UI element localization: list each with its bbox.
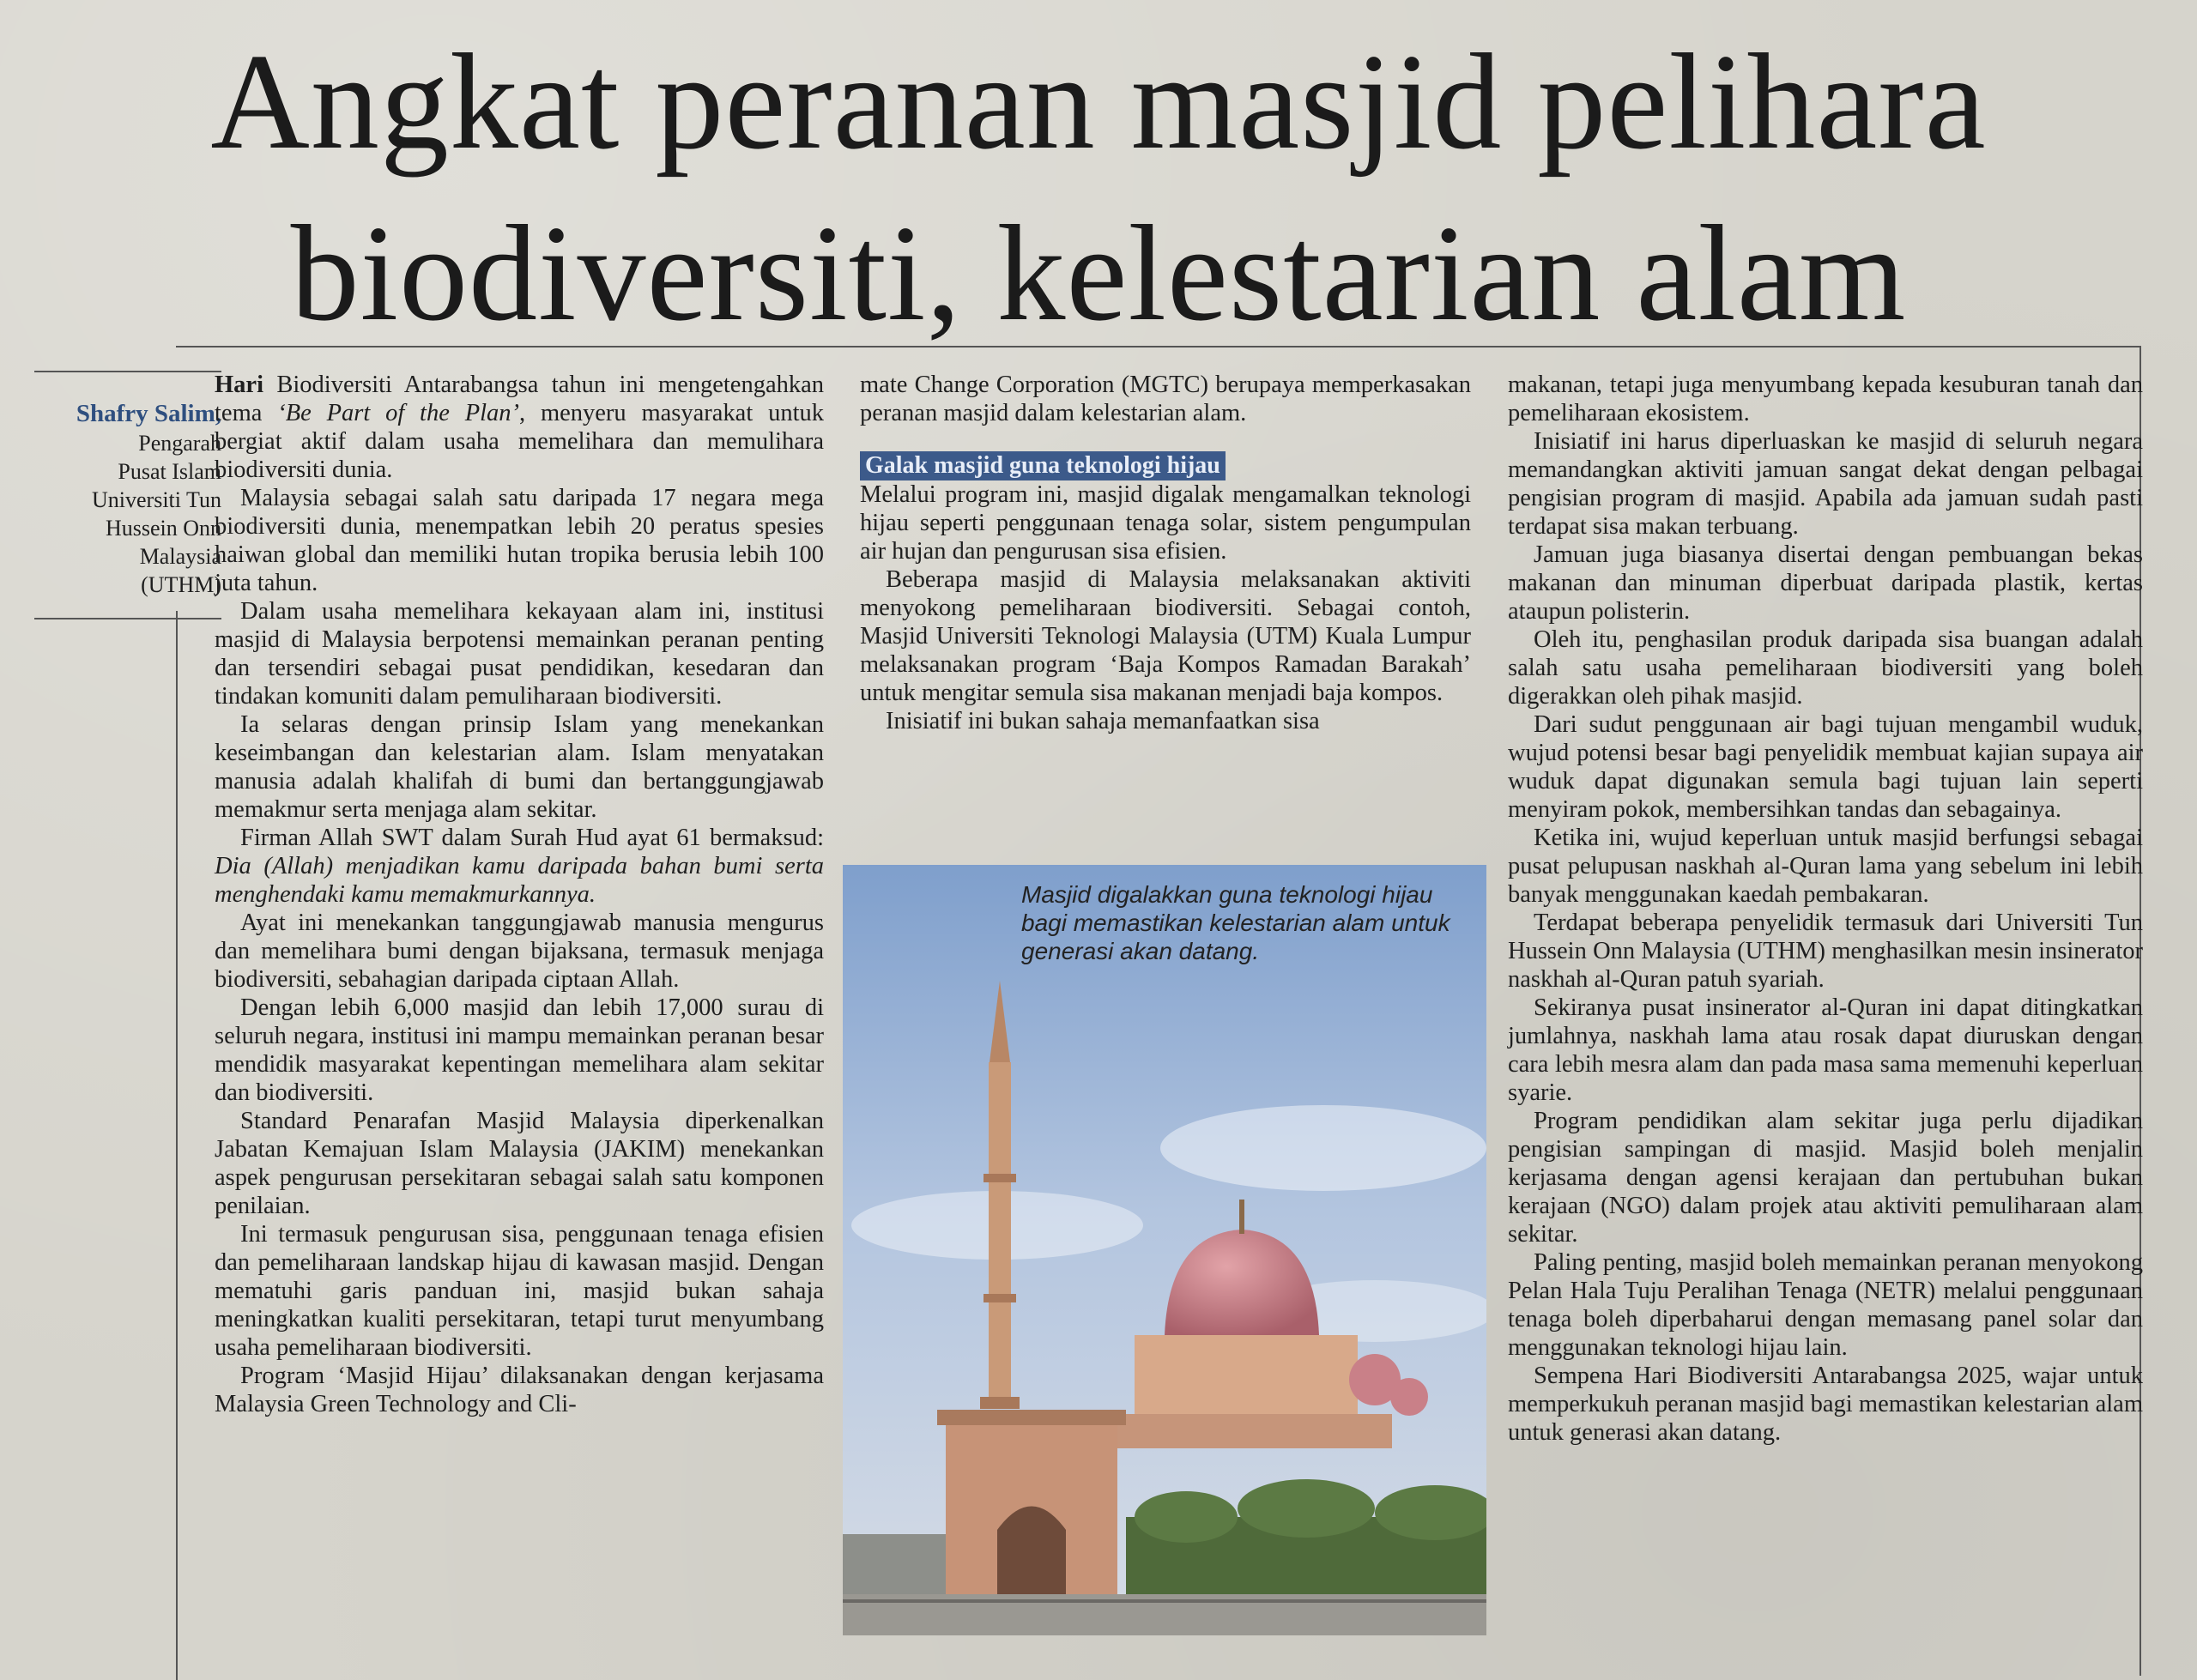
mosque-photo — [843, 865, 1486, 1635]
paragraph: Ketika ini, wujud keperluan untuk masjid berfungsi sebagai pusat pelupusan naskhah al-Quran lama yang sebelum ini lebih banyak menggunakan kaedah pembakaran. — [1508, 825, 2143, 908]
photo-caption: Masjid digalakkan guna teknologi hijau bagi memastikan kelestarian alam untuk generasi akan datang. — [1021, 881, 1450, 964]
lead-word: Hari — [215, 372, 263, 398]
paragraph — [215, 824, 824, 909]
paragraph-text: Firman Allah SWT dalam Surah Hud ayat 61 bermaksud: — [240, 825, 824, 851]
byline-role-line: Pengarah — [138, 431, 221, 456]
byline-role-line: (UTHM) — [141, 572, 221, 597]
paragraph: mate Change Corporation (MGTC) berupaya memperkasakan peranan masjid dalam kelestarian alam. — [860, 372, 1471, 426]
byline — [34, 371, 221, 619]
headline-line-1: Angkat peranan masjid pelihara — [210, 25, 1987, 178]
article-column-1 — [215, 371, 824, 1418]
paragraph: Beberapa masjid di Malaysia melaksanakan aktiviti menyokong pemeliharaan biodiversiti. Sebagai contoh, Masjid Universiti Teknologi Malaysia (UTM) Kuala Lumpur melaksanakan program ‘Baja Kompos Ramadan Barakah’ untuk mengitar semula sisa makanan menjadi baja kompos. — [860, 566, 1471, 706]
paragraph: Program ‘Masjid Hijau’ dilaksanakan dengan kerjasama Malaysia Green Technology and Cli- — [215, 1363, 824, 1417]
article-column-2 — [860, 371, 1471, 735]
subheading: Galak masjid guna teknologi hijau — [860, 451, 1226, 480]
paragraph: Ayat ini menekankan tanggungjawab manusia mengurus dan memelihara bumi dengan bijaksana, termasuk menjaga biodiversiti, sebahagian daripada ciptaan Allah. — [215, 909, 824, 993]
byline-role-line: Hussein Onn — [105, 516, 221, 541]
paragraph: Standard Penarafan Masjid Malaysia diperkenalkan Jabatan Kemajuan Islam Malaysia (JAKIM) menekankan aspek pengurusan persekitaran sebagai salah satu komponen penilaian. — [215, 1108, 824, 1219]
paragraph: Ini termasuk pengurusan sisa, penggunaan tenaga efisien dan pemeliharaan landskap hijau di kawasan masjid. Dengan mematuhi garis panduan ini, masjid bukan sahaja meningkatkan kualiti persekitaran, tetapi turut menyumbang usaha pemeliharaan biodiversiti. — [215, 1221, 824, 1361]
paragraph: Inisiatif ini bukan sahaja memanfaatkan sisa — [886, 708, 1320, 734]
paragraph-text: Biodiversiti Antarabangsa tahun ini mengetengahkan tema — [215, 372, 824, 426]
byline-role-line: Universiti Tun — [92, 487, 221, 512]
headline-line-2: biodiversiti, kelestarian alam — [290, 196, 1907, 349]
paragraph: Ia selaras dengan prinsip Islam yang menekankan keseimbangan dan kelestarian alam. Islam menyatakan manusia adalah khalifah di bumi dan bertanggungjawab memakmur serta menjaga alam sekitar. — [215, 711, 824, 823]
headline — [0, 15, 2197, 359]
paragraph: Dalam usaha memelihara kekayaan alam ini, institusi masjid di Malaysia berpotensi memainkan peranan penting dan tersendiri sebagai pusat pendidikan, kesedaran dan tindakan komuniti dalam pemuliharaan biodiversiti. — [215, 598, 824, 710]
paragraph: Oleh itu, penghasilan produk daripada sisa buangan adalah salah satu usaha pemeliharaan biodiversiti yang boleh digerakkan oleh pihak masjid. — [1508, 626, 2143, 710]
article-column-3 — [1508, 371, 2143, 1447]
paragraph-text: , menyeru masyarakat untuk bergiat aktif dalam usaha memelihara dan memulihara biodiversiti dunia. — [215, 400, 824, 483]
paragraph: Malaysia sebagai salah satu daripada 17 negara mega biodiversiti dunia, menempatkan lebih 20 peratus spesies haiwan global dan memiliki hutan tropika berusia lebih 100 juta tahun. — [215, 485, 824, 596]
paragraph: Dengan lebih 6,000 masjid dan lebih 17,000 surau di seluruh negara, institusi ini mampu memainkan peranan besar mendidik masyarakat kepentingan memelihara alam sekitar dan biodiversiti. — [215, 994, 824, 1106]
paragraph — [215, 371, 824, 484]
paragraph: Paling penting, masjid boleh memainkan peranan menyokong Pelan Hala Tuju Peralihan Tenaga (NETR) melalui penggunaan tenaga boleh diperbaharui dengan memasang panel solar dan menggunakan teknologi hijau lain. — [1508, 1249, 2143, 1361]
paragraph: Terdapat beberapa penyelidik termasuk dari Universiti Tun Hussein Onn Malaysia (UTHM) menghasilkan mesin insinerator naskhah al-Quran patuh syariah. — [1508, 909, 2143, 993]
paragraph: Jamuan juga biasanya disertai dengan pembuangan bekas makanan dan minuman diperbuat daripada plastik, kertas ataupun polisterin. — [1508, 541, 2143, 625]
paragraph: Melalui program ini, masjid digalak mengamalkan teknologi hijau seperti penggunaan tenaga solar, sistem pengumpulan air hujan dan pengurusan sisa efisien. — [860, 481, 1471, 565]
theme-text: ‘Be Part of the Plan’ — [277, 400, 520, 426]
byline-role-line: Pusat Islam — [118, 459, 221, 484]
paragraph: Inisiatif ini harus diperluaskan ke masjid di seluruh negara memandangkan aktiviti jamuan sangat dekat dengan pelbagai pengisian program di masjid. Apabila ada jamuan sudah pasti terdapat sisa makan terbuang. — [1508, 428, 2143, 540]
article-frame-left-rule — [176, 611, 178, 1680]
paragraph: makanan, tetapi juga menyumbang kepada kesuburan tanah dan pemeliharaan ekosistem. — [1508, 372, 2143, 426]
paragraph: Dari sudut penggunaan air bagi tujuan mengambil wuduk, wujud potensi besar bagi penyelidik membuat kajian supaya air wuduk dapat digunakan semula bagi tujuan lain seperti menyiram pokok, membersihkan tandas dan sebagainya. — [1508, 711, 2143, 823]
byline-author: Shafry Salim, — [76, 400, 221, 427]
paragraph: Program pendidikan alam sekitar juga perlu dijadikan pengisian sampingan di masjid. Masjid boleh menjalin kerjasama dengan agensi kerajaan dan pertubuhan bukan kerajaan (NGO) dalam projek atau aktiviti pemuliharaan alam sekitar. — [1508, 1108, 2143, 1248]
quran-quote: Dia (Allah) menjadikan kamu daripada bahan bumi serta menghendaki kamu memakmurkannya. — [215, 853, 824, 908]
byline-role-line: Malaysia — [139, 544, 221, 569]
paragraph: Sekiranya pusat insinerator al-Quran ini dapat ditingkatkan jumlahnya, naskhah lama atau rosak dapat diuruskan dengan cara lebih mesra alam dan pada masa sama memenuhi keperluan syarie. — [1508, 994, 2143, 1106]
mosque-illustration — [843, 865, 1486, 1635]
paragraph: Sempena Hari Biodiversiti Antarabangsa 2025, wajar untuk memperkukuh peranan masjid bagi memastikan kelestarian alam untuk generasi akan datang. — [1508, 1363, 2143, 1446]
